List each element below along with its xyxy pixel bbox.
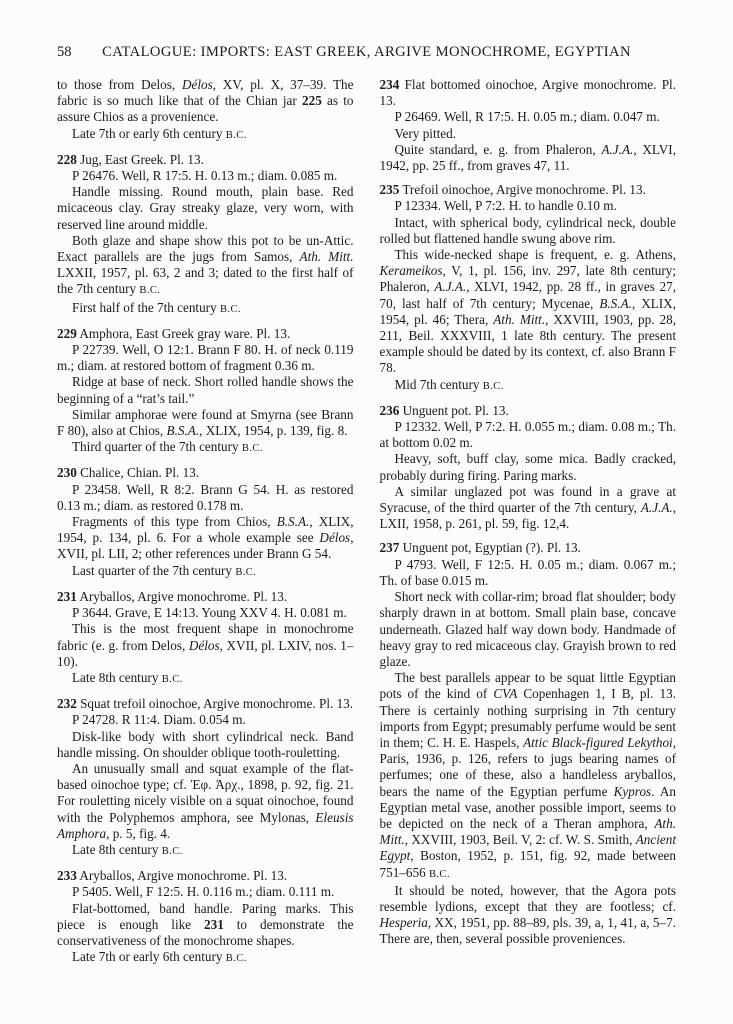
entry-heading: 229 Amphora, East Greek gray ware. Pl. 13. bbox=[57, 325, 291, 341]
page-title: CATALOGUE: IMPORTS: EAST GREEK, ARGIVE MONOCHROME, EGYPTIAN bbox=[102, 44, 631, 60]
catalogue-entry-230 bbox=[57, 465, 354, 580]
paragraph: Mid 7th century B.C. bbox=[394, 376, 504, 392]
paragraph: P 22739. Well, O 12:1. Brann F 80. H. of neck 0.119 m.; diam. at restored bottom of fragment 0.36 m. bbox=[57, 342, 354, 374]
catalogue-entry-235 bbox=[380, 182, 677, 395]
paragraph: Very pitted. bbox=[394, 125, 457, 141]
paragraph: Flat-bottomed, band handle. Paring marks. This piece is enough like 231 to demonstrate the conservativeness of the monochrome shapes. bbox=[57, 900, 354, 948]
right-column bbox=[380, 77, 677, 948]
paragraph: An unusually small and squat example of the flat-based oinochoe type; cf. Ἐφ. Ἀρχ., 1898, p. 92, fig. 21. For rouletting nicely visible on a squat oinochoe, found with the Polyphemos amphora, see Mylonas, Eleusis Amphora, p. 5, fig. 4. bbox=[57, 760, 354, 841]
catalogue-entry-231 bbox=[57, 589, 354, 688]
paragraph: P 5405. Well, F 12:5. H. 0.116 m.; diam. 0.111 m. bbox=[72, 884, 335, 900]
catalogue-entry-233 bbox=[57, 868, 354, 967]
paragraph: First half of the 7th century B.C. bbox=[72, 299, 241, 315]
catalogue-entry-229 bbox=[57, 326, 354, 458]
entry-heading: to those from Delos, Délos, XV, pl. X, 37–39. The fabric is so much like that of the Chian jar 225 as to assure Chios as a provenience. bbox=[57, 77, 354, 125]
paragraph: P 26469. Well, R 17:5. H. 0.05 m.; diam. 0.047 m. bbox=[394, 109, 660, 125]
paragraph: A similar unglazed pot was found in a grave at Syracuse, of the third quarter of the 7th century, A.J.A., LXII, 1958, p. 261, pl. 59, fig. 12,4. bbox=[379, 483, 676, 532]
paragraph: Late 8th century B.C. bbox=[72, 841, 183, 857]
paragraph: P 12332. Well, P 7:2. H. 0.055 m.; diam. 0.08 m.; Th. at bottom 0.02 m. bbox=[379, 419, 676, 451]
entry-heading: 235 Trefoil oinochoe, Argive monochrome. Pl. 13. bbox=[379, 182, 646, 198]
paragraph: Heavy, soft, buff clay, some mica. Badly cracked, probably during firing. Paring marks. bbox=[379, 451, 676, 483]
paragraph: This wide-necked shape is frequent, e. g. Athens, Kerameikos, V, 1, pl. 156, inv. 297, late 8th century; Phaleron, A.J.A., XLVI, 1942, pp. 28 ff., in graves 27, 70, last half of 7th century; Mycenae, B.S.A., XLIX, 1954, pl. 46; Thera, Ath. Mitt., XXVIII, 1903, pp. 28, 211, Beil. XXXVIII, 1 late 8th century. The present example should be dated by its context, cf. also Brann F 78. bbox=[379, 247, 677, 376]
paragraph: Quite standard, e. g. from Phaleron, A.J.A., XLVI, 1942, pp. 25 ff., from graves 47, 11. bbox=[379, 141, 676, 174]
paragraph: Late 7th or early 6th century B.C. bbox=[72, 949, 247, 965]
entry-heading: 231 Aryballos, Argive monochrome. Pl. 13. bbox=[57, 588, 288, 604]
entry-heading: 232 Squat trefoil oinochoe, Argive monochrome. Pl. 13. bbox=[57, 696, 354, 712]
entry-heading: 237 Unguent pot, Egyptian (?). Pl. 13. bbox=[379, 540, 581, 556]
catalogue-entry-228 bbox=[57, 152, 354, 318]
catalogue-entry-continued bbox=[57, 77, 354, 144]
entry-heading: 234 Flat bottomed oinochoe, Argive monochrome. Pl. 13. bbox=[379, 77, 676, 109]
paragraph: Handle missing. Round mouth, plain base. Red micaceous clay. Gray streaky glaze, very worn, with reserved line around middle. bbox=[57, 184, 354, 232]
paragraph: Intact, with spherical body, cylindrical neck, double rolled but flattened handle swung above rim. bbox=[379, 214, 676, 246]
paragraph: Similar amphorae were found at Smyrna (see Brann F 80), also at Chios, B.S.A., XLIX, 1954, p. 139, fig. 8. bbox=[57, 406, 354, 439]
catalogue-entry-236 bbox=[380, 403, 677, 533]
catalogue-entry-234 bbox=[380, 77, 677, 174]
entry-heading: 228 Jug, East Greek. Pl. 13. bbox=[57, 151, 204, 167]
page-header bbox=[57, 44, 676, 64]
entry-heading: 236 Unguent pot. Pl. 13. bbox=[379, 402, 509, 418]
paragraph: Ridge at base of neck. Short rolled handle shows the beginning of a “rat’s tail.” bbox=[57, 374, 354, 406]
entry-heading: 233 Aryballos, Argive monochrome. Pl. 13. bbox=[57, 868, 288, 884]
paragraph: Fragments of this type from Chios, B.S.A., XLIX, 1954, p. 134, pl. 6. For a whole example see Délos, XVII, pl. LII, 2; other references under Brann G 54. bbox=[57, 514, 354, 562]
paragraph: Disk-like body with short cylindrical neck. Band handle missing. On shoulder oblique tooth-rouletting. bbox=[57, 728, 354, 760]
paragraph: P 26476. Well, R 17:5. H. 0.13 m.; diam. 0.085 m. bbox=[72, 168, 338, 184]
paragraph: P 3644. Grave, E 14:13. Young XXV 4. H. 0.081 m. bbox=[72, 605, 347, 621]
paragraph: This is the most frequent shape in monochrome fabric (e. g. from Delos, Délos, XVII, pl. LXIV, nos. 1–10). bbox=[57, 621, 354, 669]
paragraph: Short neck with collar-rim; broad flat shoulder; body sharply drawn in at bottom. Small plain base, concave underneath. Glazed half way down body. Handmade of heavy gray to red micaceous clay. Grayish brown to red glaze. bbox=[379, 589, 676, 669]
left-column bbox=[57, 77, 354, 967]
paragraph: The best parallels appear to be squat little Egyptian pots of the kind of CVA Copenhagen 1, I B, pl. 13. There is certainly nothing surprising in 7th century imports from Egypt; presumably perfume would be sent in them; C. H. E. Haspels, Attic Black-figured Lekythoi, Paris, 1936, p. 126, refers to jugs bearing names of perfumes; one of these, also a handleless aryballos, bears the name of the Egyptian perfume Kypros. An Egyptian metal vase, another possible import, seems to be depicted on the neck of a Theran amphora, Ath. Mitt., XXVIII, 1903, Beil. V, 2: cf. W. S. Smith, Ancient Egypt, Boston, 1952, p. 151, fig. 92, made between 751–656 B.C. bbox=[379, 670, 677, 880]
paragraph: P 12334. Well, P 7:2. H. to handle 0.10 m. bbox=[394, 198, 617, 214]
paragraph: Late 7th or early 6th century B.C. bbox=[72, 125, 247, 141]
paragraph: Late 8th century B.C. bbox=[72, 669, 183, 685]
paragraph: Last quarter of the 7th century B.C. bbox=[72, 562, 257, 578]
entry-heading: 230 Chalice, Chian. Pl. 13. bbox=[57, 465, 200, 481]
paragraph: P 4793. Well, F 12:5. H. 0.05 m.; diam. 0.067 m.; Th. of base 0.015 m. bbox=[379, 556, 676, 588]
paragraph: P 24728. R 11:4. Diam. 0.054 m. bbox=[72, 712, 246, 728]
catalogue-entry-232 bbox=[57, 696, 354, 860]
catalogue-entry-237 bbox=[380, 540, 677, 947]
text-columns bbox=[57, 77, 676, 967]
paragraph: Both glaze and shape show this pot to be un-Attic. Exact parallels are the jugs from Samos, Ath. Mitt. LXXII, 1957, pl. 63, 2 and 3; dated to the first half of the 7th century B.C. bbox=[57, 232, 354, 297]
paragraph: Third quarter of the 7th century B.C. bbox=[72, 439, 263, 455]
paragraph: It should be noted, however, that the Agora pots resemble lydions, except that they are footless; cf. Hesperia, XX, 1951, pp. 88–89, pls. 39, a, 1, 41, a, 5–7. There are, then, several possible proveniences. bbox=[379, 882, 676, 947]
paragraph: P 23458. Well, R 8:2. Brann G 54. H. as restored 0.13 m.; diam. as restored 0.178 m. bbox=[57, 481, 354, 513]
page-number: 58 bbox=[57, 44, 72, 60]
